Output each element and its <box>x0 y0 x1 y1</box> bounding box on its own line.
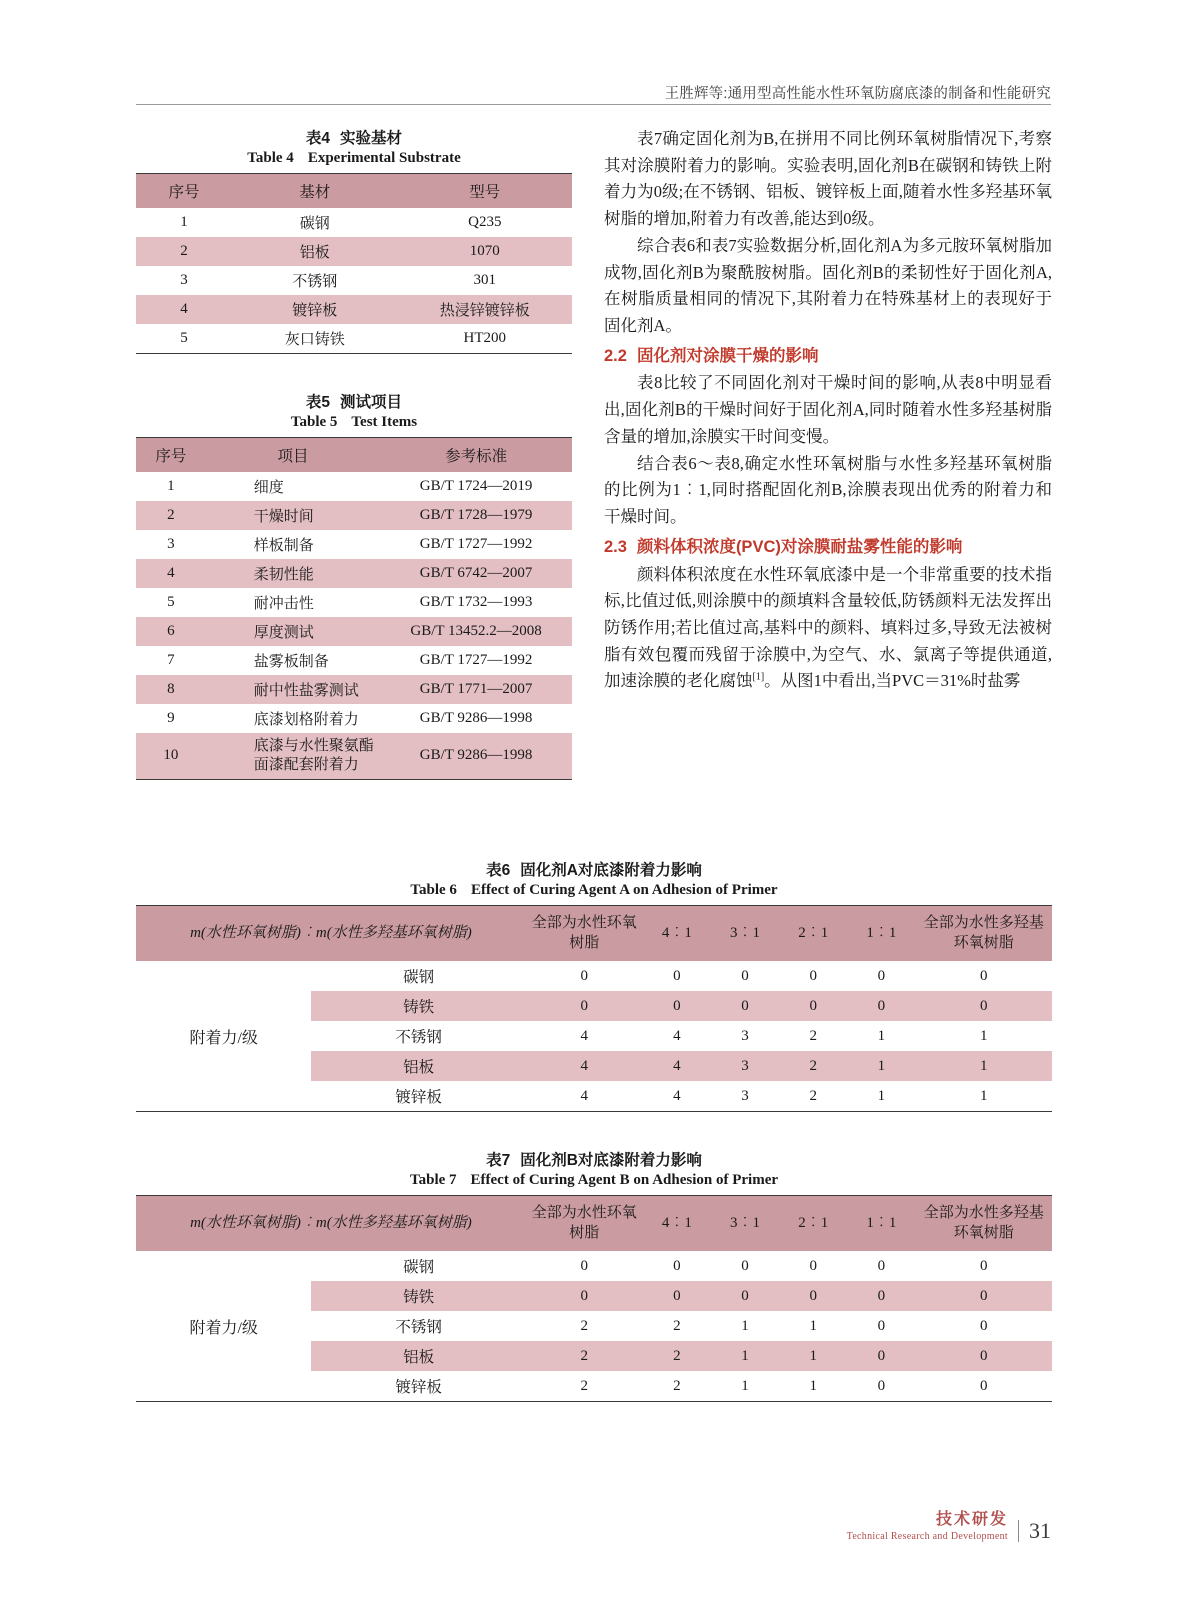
paragraph-1: 表7确定固化剂为B,在拼用不同比例环氧树脂情况下,考察其对涂膜附着力的影响。实验表明,固化剂B在碳钢和铸铁上附着力为0级;在不锈钢、铝板、镀锌板上面,随着水性多羟基环氧树脂的增加,附着力有改善,能达到0级。 <box>604 129 1052 229</box>
table6-block <box>136 858 1052 1112</box>
cell: 0 <box>809 1257 817 1274</box>
cell: 耐中性盐雾测试 <box>206 675 380 704</box>
table-row <box>136 588 572 617</box>
cell: 3 <box>741 1027 749 1044</box>
cell-substrate: 铝板 <box>311 1341 525 1371</box>
cell: 0 <box>980 1317 988 1334</box>
table7-col-1: 4︰1 <box>643 1196 711 1252</box>
cell: 0 <box>916 1341 1052 1371</box>
cell: 4 <box>580 1027 588 1044</box>
table4-title-en: Experimental Substrate <box>307 150 461 166</box>
table5-block <box>136 390 572 780</box>
cell: 0 <box>980 1377 988 1394</box>
table5-title-en: Test Items <box>351 414 418 430</box>
cell: 耐冲击性 <box>206 588 380 617</box>
table4-col-0: 序号 <box>136 174 232 209</box>
table-row <box>136 961 1052 991</box>
cell: 柔韧性能 <box>206 559 380 588</box>
section-title-2-2: 固化剂对涂膜干燥的影响 <box>636 346 819 365</box>
cell: 1 <box>779 1341 847 1371</box>
cell: 3 <box>741 1087 749 1104</box>
cell: 1070 <box>398 237 572 266</box>
table6-number-cn: 表6 <box>486 862 511 879</box>
table7-title-en: Effect of Curing Agent B on Adhesion of Primer <box>470 1172 779 1188</box>
cell: 0 <box>779 1281 847 1311</box>
table7-lead-header: m(水性环氧树脂)︰m(水性多羟基环氧树脂) <box>136 1196 526 1252</box>
footer-row <box>847 1506 1051 1542</box>
table5-caption-en <box>136 414 572 431</box>
table5-header-row <box>136 438 572 473</box>
table5-col-2: 参考标准 <box>380 438 572 473</box>
table7-body <box>136 1251 1052 1402</box>
cell: GB/T 13452.2—2008 <box>380 617 572 646</box>
cell: 1 <box>980 1027 988 1044</box>
cell: 1 <box>136 208 232 237</box>
cell: 2 <box>580 1377 588 1394</box>
page-footer <box>847 1506 1051 1542</box>
table6-col-3: 2︰1 <box>779 906 847 962</box>
table-row <box>136 646 572 675</box>
footer-section-cn: 技术研发 <box>935 1511 1008 1528</box>
cell: 1 <box>809 1377 817 1394</box>
table4-header-row <box>136 174 572 209</box>
table7-col-3: 2︰1 <box>779 1196 847 1252</box>
table7-col-2: 3︰1 <box>711 1196 779 1252</box>
table4-number-en: Table 4 <box>247 150 294 166</box>
table6-number-en: Table 6 <box>410 882 457 898</box>
table4-col-2: 型号 <box>398 174 572 209</box>
cell: 6 <box>136 617 206 646</box>
table7-number-en: Table 7 <box>409 1172 457 1188</box>
cell: 4 <box>580 1087 588 1104</box>
paragraph-2: 综合表6和表7实验数据分析,固化剂A为多元胺环氧树脂加成物,固化剂B为聚酰胺树脂。固化剂B的柔韧性好于固化剂A,在树脂质量相同的情况下,其附着力在特殊基材上的表现好于固化剂A。 <box>604 235 1052 336</box>
cell: 0 <box>741 1257 749 1274</box>
cell: 0 <box>643 991 711 1021</box>
cell: 0 <box>847 1281 915 1311</box>
table7 <box>136 1195 1052 1402</box>
cell: 2 <box>580 1317 588 1334</box>
cell: 10 <box>136 733 206 779</box>
cell: GB/T 1727—1992 <box>380 530 572 559</box>
cell: 3 <box>136 530 206 559</box>
table4-caption-en <box>136 150 572 167</box>
table6-title-en: Effect of Curing Agent A on Adhesion of Primer <box>470 882 778 898</box>
cell: 2 <box>643 1341 711 1371</box>
table-row <box>136 675 572 704</box>
cell: 底漆划格附着力 <box>206 704 380 733</box>
cell: 1 <box>711 1341 779 1371</box>
cell: 8 <box>136 675 206 704</box>
cell: 1 <box>741 1317 749 1334</box>
table6-lead-header: m(水性环氧树脂)︰m(水性多羟基环氧树脂) <box>136 906 526 962</box>
cell: 热浸锌镀锌板 <box>398 295 572 324</box>
table7-col-0: 全部为水性环氧树脂 <box>526 1196 643 1252</box>
cell: 2 <box>809 1087 817 1104</box>
cell: 2 <box>136 237 232 266</box>
cell: 0 <box>779 991 847 1021</box>
cell: 0 <box>643 1281 711 1311</box>
cell: 1 <box>877 1087 886 1104</box>
cell: 9 <box>136 704 206 733</box>
cell-substrate: 碳钢 <box>403 1259 435 1276</box>
cell: GB/T 1732—1993 <box>380 588 572 617</box>
table4-col-1: 基材 <box>232 174 398 209</box>
cell: 0 <box>809 967 817 984</box>
cell-substrate: 镀锌板 <box>395 1089 442 1106</box>
table-row <box>136 617 572 646</box>
cell: 0 <box>711 991 779 1021</box>
cell: GB/T 1724—2019 <box>380 472 572 501</box>
cell: 铝板 <box>232 237 398 266</box>
cell: GB/T 9286—1998 <box>380 704 572 733</box>
cell: 4 <box>673 1087 681 1104</box>
cell: 1 <box>809 1317 817 1334</box>
table-row <box>136 295 572 324</box>
table6-col-4: 1︰1 <box>847 906 915 962</box>
cell: 0 <box>877 1317 886 1334</box>
table4 <box>136 173 572 354</box>
table-row <box>136 1251 1052 1281</box>
table5-title-cn: 测试项目 <box>340 394 403 411</box>
cell: 5 <box>136 588 206 617</box>
table-row <box>136 472 572 501</box>
table-row <box>136 530 572 559</box>
table-row <box>136 266 572 295</box>
cell: 1 <box>741 1377 749 1394</box>
cell-substrate: 铝板 <box>311 1051 525 1081</box>
cell: GB/T 1771—2007 <box>380 675 572 704</box>
table5-number-cn: 表5 <box>305 394 331 411</box>
cell: 5 <box>136 324 232 354</box>
cell: 0 <box>877 1257 886 1274</box>
cell-substrate: 不锈钢 <box>395 1029 442 1046</box>
cell: 1 <box>877 1027 886 1044</box>
cell: 0 <box>916 991 1052 1021</box>
table-row <box>136 324 572 354</box>
table5-caption-cn <box>136 390 572 412</box>
cell: 3 <box>711 1051 779 1081</box>
table4-caption-cn <box>136 126 572 148</box>
table6-col-2: 3︰1 <box>711 906 779 962</box>
cell: 0 <box>847 1341 915 1371</box>
cell: 盐雾板制备 <box>206 646 380 675</box>
footer-section-en: Technical Research and Development <box>846 1531 1008 1542</box>
cell: 0 <box>877 967 886 984</box>
table5-col-1: 项目 <box>206 438 380 473</box>
cell: 底漆与水性聚氨酯面漆配套附着力 <box>206 733 380 779</box>
table6 <box>136 905 1052 1112</box>
table6-col-5: 全部为水性多羟基环氧树脂 <box>916 906 1052 962</box>
paragraph-5-part-b: 。从图1中看出,当PVC＝31%时盐雾 <box>764 671 1021 691</box>
citation-marker: [1] <box>752 671 765 683</box>
table-row <box>136 733 572 779</box>
section-number-2-2: 2.2 <box>604 346 627 365</box>
table4-block <box>136 126 572 354</box>
cell: 4 <box>526 1051 643 1081</box>
paragraph-4: 结合表6～表8,确定水性环氧树脂与水性多羟基环氧树脂的比例为1︰1,同时搭配固化剂B,涂膜表现出优秀的附着力和干燥时间。 <box>604 453 1052 527</box>
cell: 样板制备 <box>206 530 380 559</box>
footer-text-block <box>847 1506 1008 1542</box>
table5-body <box>136 472 572 779</box>
cell: 碳钢 <box>232 208 398 237</box>
table7-caption-cn <box>136 1148 1052 1170</box>
cell: 2 <box>673 1377 681 1394</box>
left-column <box>136 126 572 806</box>
cell: 0 <box>673 1257 681 1274</box>
table7-group-label: 附着力/级 <box>136 1251 311 1402</box>
cell: 4 <box>136 559 206 588</box>
section-title-2-3: 颜料体积浓度(PVC)对涂膜耐盐雾性能的影响 <box>636 537 963 556</box>
cell-substrate: 铸铁 <box>311 1281 525 1311</box>
table7-title-cn: 固化剂B对底漆附着力影响 <box>520 1152 702 1169</box>
cell: 2 <box>673 1317 681 1334</box>
table7-col-5: 全部为水性多羟基环氧树脂 <box>916 1196 1052 1252</box>
cell: 0 <box>741 967 749 984</box>
cell: 4 <box>136 295 232 324</box>
cell-substrate: 不锈钢 <box>395 1319 442 1336</box>
section-heading-2-2 <box>604 343 1052 370</box>
section-heading-2-3 <box>604 534 1052 561</box>
paragraph-5-part-a: 颜料体积浓度在水性环氧底漆中是一个非常重要的技术指标,比值过低,则涂膜中的颜填料含量较低,防锈颜料无法发挥出防锈作用;若比值过高,基料中的颜料、填料过多,导致无法被树脂有效包覆而残留于涂膜中,为空气、水、氯离子等提供通道,加速涂膜的老化腐蚀 <box>604 564 1052 691</box>
paragraph-5 <box>604 562 1052 696</box>
cell: 镀锌板 <box>232 295 398 324</box>
cell: 0 <box>980 1257 988 1274</box>
cell: 不锈钢 <box>232 266 398 295</box>
header-divider <box>136 104 1051 105</box>
table5-number-en: Table 5 <box>290 414 338 430</box>
table6-header-row <box>136 906 1052 962</box>
table6-caption-en <box>136 882 1052 899</box>
cell: GB/T 9286—1998 <box>380 733 572 779</box>
table7-number-cn: 表7 <box>486 1152 511 1169</box>
cell-substrate: 铸铁 <box>311 991 525 1021</box>
cell: GB/T 6742—2007 <box>380 559 572 588</box>
table7-header-row <box>136 1196 1052 1252</box>
table-row <box>136 208 572 237</box>
section-number-2-3: 2.3 <box>604 537 627 556</box>
table5 <box>136 437 572 780</box>
table-row <box>136 501 572 530</box>
right-column <box>604 126 1052 695</box>
table6-col-1: 4︰1 <box>643 906 711 962</box>
cell: 4 <box>673 1027 681 1044</box>
table4-title-cn: 实验基材 <box>340 130 403 147</box>
cell: Q235 <box>398 208 572 237</box>
cell-substrate: 镀锌板 <box>395 1379 442 1396</box>
paragraph-3: 表8比较了不同固化剂对干燥时间的影响,从表8中明显看出,固化剂B的干燥时间好于固化剂A,同时随着水性多羟基树脂含量的增加,涂膜实干时间变慢。 <box>604 373 1052 446</box>
cell: 7 <box>136 646 206 675</box>
cell: 1 <box>136 472 206 501</box>
cell: 0 <box>526 1281 643 1311</box>
table6-col-0: 全部为水性环氧树脂 <box>526 906 643 962</box>
cell: 2 <box>136 501 206 530</box>
cell: HT200 <box>398 324 572 354</box>
table-row <box>136 559 572 588</box>
cell: 2 <box>526 1341 643 1371</box>
cell: 0 <box>580 1257 588 1274</box>
cell: 2 <box>809 1027 817 1044</box>
cell: 301 <box>398 266 572 295</box>
table6-caption-cn <box>136 858 1052 880</box>
cell: 0 <box>877 1377 886 1394</box>
cell: 4 <box>643 1051 711 1081</box>
cell: 干燥时间 <box>206 501 380 530</box>
cell: 2 <box>779 1051 847 1081</box>
table6-group-label: 附着力/级 <box>136 961 311 1112</box>
cell: 0 <box>526 991 643 1021</box>
cell: 3 <box>136 266 232 295</box>
cell: 0 <box>580 967 588 984</box>
cell: 0 <box>847 991 915 1021</box>
table5-col-0: 序号 <box>136 438 206 473</box>
cell: 0 <box>711 1281 779 1311</box>
table6-title-cn: 固化剂A对底漆附着力影响 <box>520 862 702 879</box>
cell-substrate: 碳钢 <box>403 969 435 986</box>
cell: 0 <box>673 967 681 984</box>
table6-body <box>136 961 1052 1112</box>
table4-body <box>136 208 572 354</box>
table-row <box>136 704 572 733</box>
running-header: 王胜辉等:通用型高性能水性环氧防腐底漆的制备和性能研究 <box>664 86 1051 102</box>
table-row <box>136 237 572 266</box>
page-number: 31 <box>1018 1520 1051 1542</box>
cell: 1 <box>847 1051 915 1081</box>
cell: 0 <box>916 1281 1052 1311</box>
cell: 灰口铸铁 <box>232 324 398 354</box>
cell: 1 <box>916 1051 1052 1081</box>
cell: GB/T 1728—1979 <box>380 501 572 530</box>
cell: 细度 <box>206 472 380 501</box>
cell: GB/T 1727—1992 <box>380 646 572 675</box>
cell: 1 <box>980 1087 988 1104</box>
cell: 0 <box>980 967 988 984</box>
cell: 厚度测试 <box>206 617 380 646</box>
table7-block <box>136 1148 1052 1402</box>
table4-number-cn: 表4 <box>305 130 331 147</box>
table7-col-4: 1︰1 <box>847 1196 915 1252</box>
table7-caption-en <box>136 1172 1052 1189</box>
